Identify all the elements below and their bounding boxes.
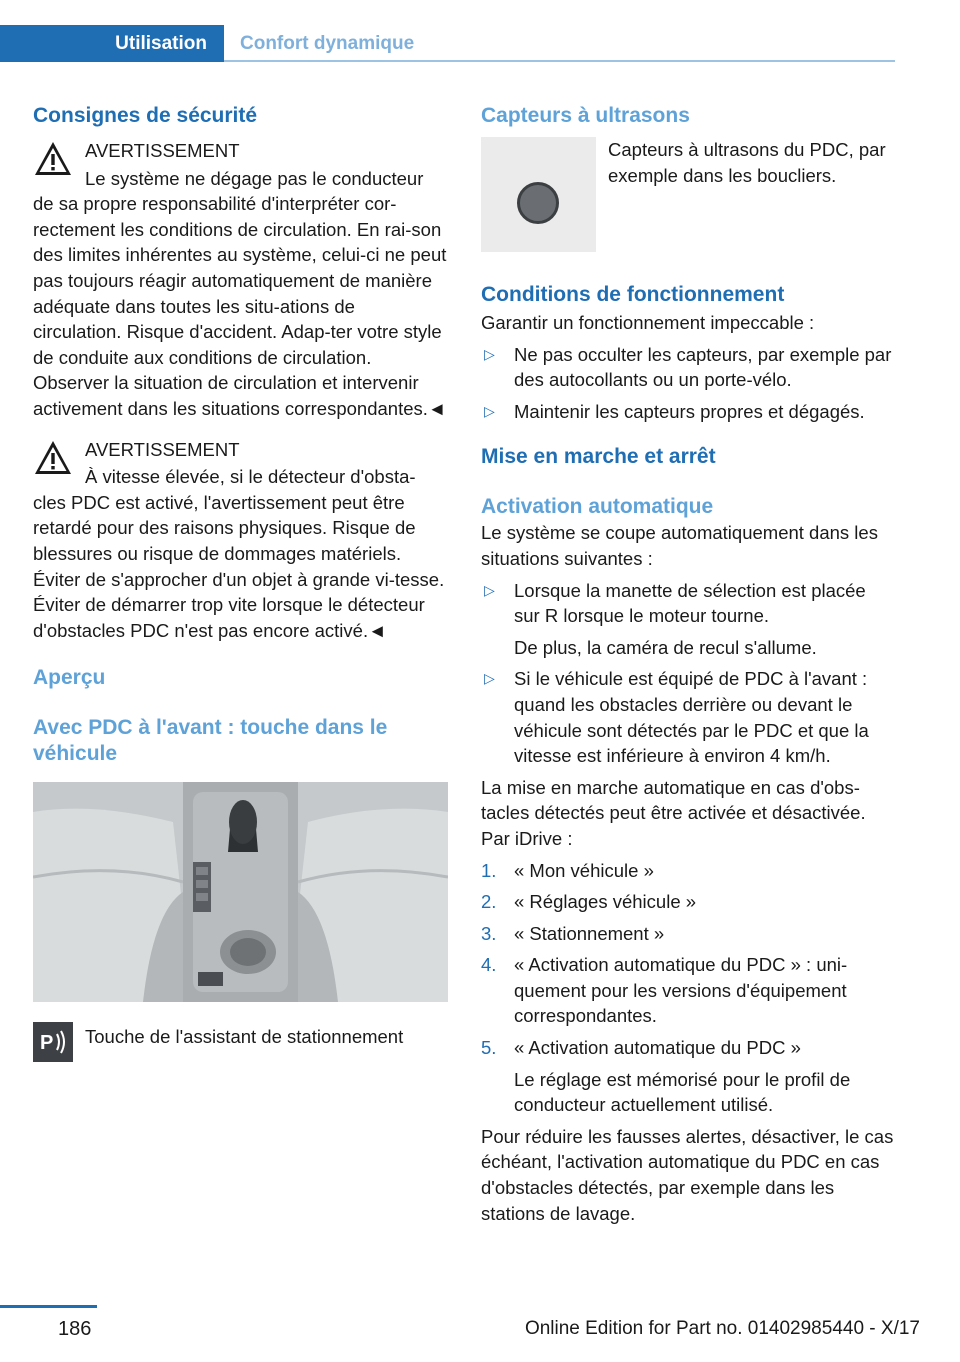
warning-text: À vitesse élevée, si le détecteur d'obsta-cles PDC est activé, l'avertissement peut être retardé pour des raisons physiques. Risque de blessures ou risque de dommages matériels. Éviter de s'approcher d'un objet à grande vi-tesse. Éviter de démarrer trop vite lorsque le détecteur d'obstacles PDC n'est pas encore activé.◄ <box>33 466 445 641</box>
page-number: 186 <box>58 1318 92 1340</box>
center-console-image <box>33 782 448 1002</box>
warning-title: AVERTISSEMENT <box>85 140 240 161</box>
list-item-note: De plus, la caméra de recul s'allume. <box>514 636 817 658</box>
bullet-triangle-icon: ▷ <box>484 581 495 598</box>
ultrasonic-sensor-image <box>481 137 596 252</box>
list-item: ▷ Ne pas occulter les capteurs, par exemple par des autocollants ou un porte-vélo. <box>481 342 896 393</box>
overview-heading: Aperçu <box>33 666 106 690</box>
edition-note: Online Edition for Part no. 01402985440 - X/17 <box>524 1318 920 1339</box>
warning-block-2 <box>33 436 448 644</box>
sensors-row <box>481 137 896 262</box>
list-item: 1. « Mon véhicule » <box>481 859 654 881</box>
auto-paragraph: La mise en marche automatique en cas d'obs-tacles détectés peut être activée et désactivée. Par iDrive : <box>481 776 866 849</box>
warning-triangle-icon <box>33 438 73 478</box>
footer-accent-bar <box>0 1305 97 1308</box>
front-pdc-heading: Avec PDC à l'avant : touche dans le véhicule <box>33 716 388 766</box>
tab-confort-dynamique[interactable]: Confort dynamique <box>240 32 415 54</box>
auto-list <box>481 578 896 769</box>
list-item: ▷ Si le véhicule est équipé de PDC à l'avant : quand les obstacles derrière ou devant le véhicule sont détectés par le PDC et que la vitesse est inférieure à environ 4 km/h. <box>481 666 896 768</box>
conditions-intro: Garantir un fonctionnement impeccable : <box>481 312 815 333</box>
list-item-note: Le réglage est mémorisé pour le profil de conducteur actuellement utilisé. <box>514 1068 851 1116</box>
warning-block-1 <box>33 137 448 422</box>
bullet-triangle-icon: ▷ <box>484 670 495 687</box>
final-paragraph: Pour réduire les fausses alertes, désactiver, le cas échéant, l'activation automatique du PDC en cas d'obstacles détectés, par exemple dans les stations de lavage. <box>481 1125 894 1224</box>
auto-activation-heading: Activation automatique <box>481 495 714 519</box>
sensors-heading: Capteurs à ultrasons <box>481 104 690 127</box>
warning-title: AVERTISSEMENT <box>85 438 240 460</box>
bullet-triangle-icon: ▷ <box>484 402 495 419</box>
ultrasonic-sensor-icon <box>517 182 559 224</box>
left-column <box>33 100 448 1062</box>
conditions-list <box>481 342 896 425</box>
idrive-steps-list <box>481 858 896 1118</box>
list-item: 2. « Réglages véhicule » <box>481 891 697 913</box>
list-item: ▷ Lorsque la manette de sélection est placée sur R lorsque le moteur tourne. <box>481 578 896 629</box>
auto-intro: Le système se coupe automatiquement dans les situations suivantes : <box>481 522 878 569</box>
center-console-illustration <box>33 782 448 1002</box>
bullet-triangle-icon: ▷ <box>484 345 495 362</box>
onoff-heading: Mise en marche et arrêt <box>481 445 716 469</box>
parking-assistant-button-icon <box>33 1022 73 1062</box>
sensors-text: Capteurs à ultrasons du PDC, par exemple dans les boucliers. <box>608 139 886 186</box>
conditions-heading: Conditions de fonctionnement <box>481 283 785 306</box>
header-divider <box>224 60 895 62</box>
warning-text: Le système ne dégage pas le conducteur de sa propre responsabilité d'interpréter cor-rectement les conditions de circulation. En rai-son des limites inhérentes au système, celui-ci ne peut pas toujours réagir automatiquement de manière adéquate dans toutes les situ-ations de circulation. Risque d'accident. Adap-ter votre style de conduite aux conditions de circulation. Observer la situation de circulation et intervenir activement dans les situations correspondantes.◄ <box>33 167 447 419</box>
right-column <box>481 100 896 1226</box>
safety-heading: Consignes de sécurité <box>33 104 258 127</box>
list-item: 5. « Activation automatique du PDC » <box>481 1037 801 1059</box>
warning-triangle-icon <box>33 139 73 179</box>
list-item: ▷ Maintenir les capteurs propres et dégagés. <box>481 399 896 425</box>
tab-utilisation[interactable]: Utilisation <box>0 25 224 62</box>
pdc-button-caption: Touche de l'assistant de stationnement <box>85 1026 404 1048</box>
pdc-button-caption-row <box>33 1022 448 1062</box>
list-item: 4. « Activation automatique du PDC » : uni-quement pour les versions d'équipement correspondantes. <box>481 954 848 1027</box>
page-header <box>0 25 960 63</box>
list-item: 3. « Stationnement » <box>481 922 665 944</box>
svg-text:P: P <box>40 1032 54 1055</box>
